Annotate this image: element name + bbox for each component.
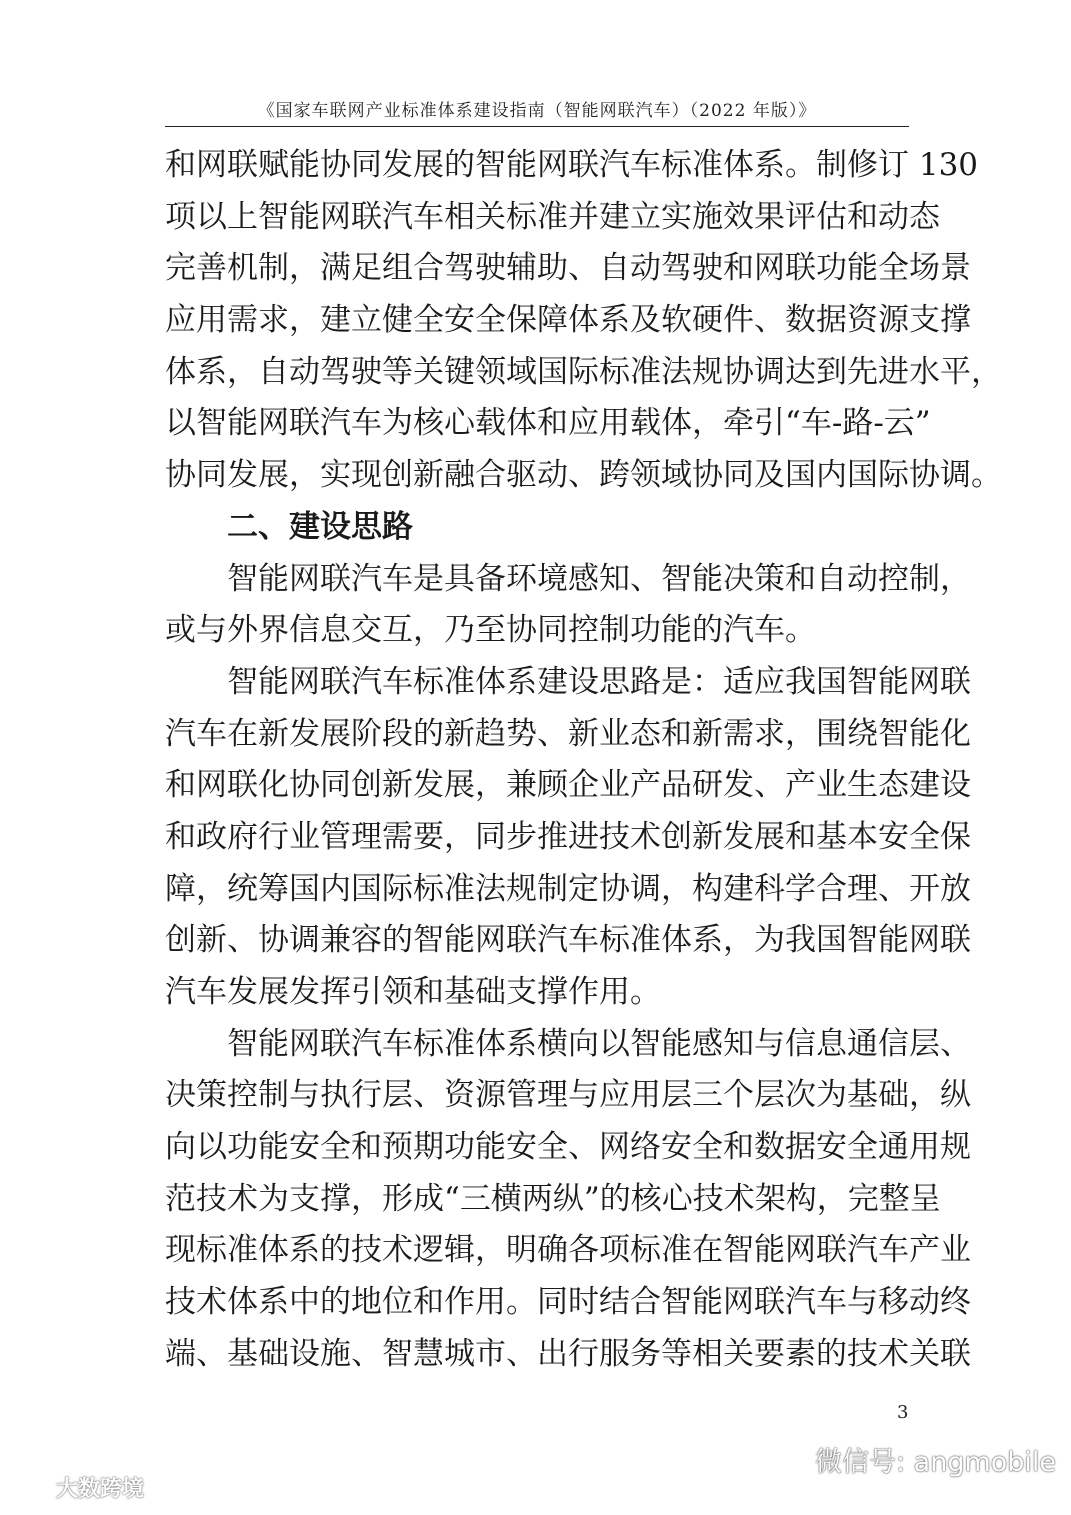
- page-header-title: 《国家车联网产业标准体系建设指南（智能网联汽车）（2022 年版）》: [257, 101, 817, 121]
- paragraph-line: 汽车发展发挥引领和基础支撑作用。: [165, 974, 661, 1010]
- weibo-logo-icon: [8, 1470, 52, 1504]
- paragraph-line: 创新、协调兼容的智能网联汽车标准体系，为我国智能网联: [165, 922, 971, 959]
- paragraph-line: 体系，自动驾驶等关键领域国际标准法规协调达到先进水平，: [165, 353, 1002, 390]
- wechat-watermark: [765, 1440, 1056, 1479]
- paragraph-line: 端、基础设施、智慧城市、出行服务等相关要素的技术关联: [165, 1335, 971, 1372]
- paragraph-line: 技术体系中的地位和作用。同时结合智能网联汽车与移动终: [165, 1284, 971, 1321]
- paragraph-line: 智能网联汽车标准体系建设思路是：适应我国智能网联: [227, 663, 971, 700]
- paragraph-line: 智能网联汽车标准体系横向以智能感知与信息通信层、: [227, 1025, 971, 1062]
- paragraph-line: 汽车在新发展阶段的新趋势、新业态和新需求，围绕智能化: [165, 715, 971, 752]
- paragraph-line: 完善机制，满足组合驾驶辅助、自动驾驶和网联功能全场景: [165, 250, 971, 287]
- wechat-id-text: 微信号: angmobile: [815, 1447, 1057, 1478]
- paragraph-line: 项以上智能网联汽车相关标准并建立实施效果评估和动态: [165, 198, 940, 235]
- paragraph-line: 以智能网联汽车为核心载体和应用载体，牵引“车-路-云”: [165, 405, 931, 442]
- wechat-logo-icon: [765, 1442, 807, 1478]
- paragraph-line: 智能网联汽车是具备环境感知、智能决策和自动控制，: [227, 560, 971, 597]
- paragraph-line: 或与外界信息交互，乃至协同控制功能的汽车。: [165, 612, 816, 649]
- paragraph-line: 应用需求，建立健全安全保障体系及软硬件、数据资源支撑: [165, 302, 971, 339]
- paragraph-line: 现标准体系的技术逻辑，明确各项标准在智能网联汽车产业: [165, 1232, 971, 1269]
- paragraph-line: 决策控制与执行层、资源管理与应用层三个层次为基础，纵: [165, 1077, 971, 1114]
- document-body: [165, 140, 1002, 1381]
- paragraph-line: 和政府行业管理需要，同步推进技术创新发展和基本安全保: [165, 818, 971, 855]
- paragraph-line: 范技术为支撑，形成“三横两纵”的核心技术架构，完整呈: [165, 1180, 941, 1217]
- paragraph-line: 向以功能安全和预期功能安全、网络安全和数据安全通用规: [165, 1129, 971, 1166]
- paragraph-line: 协同发展，实现创新融合驱动、跨领域协同及国内国际协调。: [165, 457, 1002, 494]
- header-divider: [165, 126, 909, 127]
- paragraph-line: 和网联赋能协同发展的智能网联汽车标准体系。制修订 130: [165, 147, 979, 183]
- paragraph-line: 障，统筹国内国际标准法规制定协调，构建科学合理、开放: [165, 870, 971, 907]
- page-number: 3: [897, 1402, 909, 1423]
- weibo-account-text: 大数跨境: [56, 1476, 145, 1502]
- section-heading: 二、建设思路: [227, 508, 413, 545]
- paragraph-line: 和网联化协同创新发展，兼顾企业产品研发、产业生态建设: [165, 767, 971, 804]
- weibo-watermark: [8, 1470, 144, 1504]
